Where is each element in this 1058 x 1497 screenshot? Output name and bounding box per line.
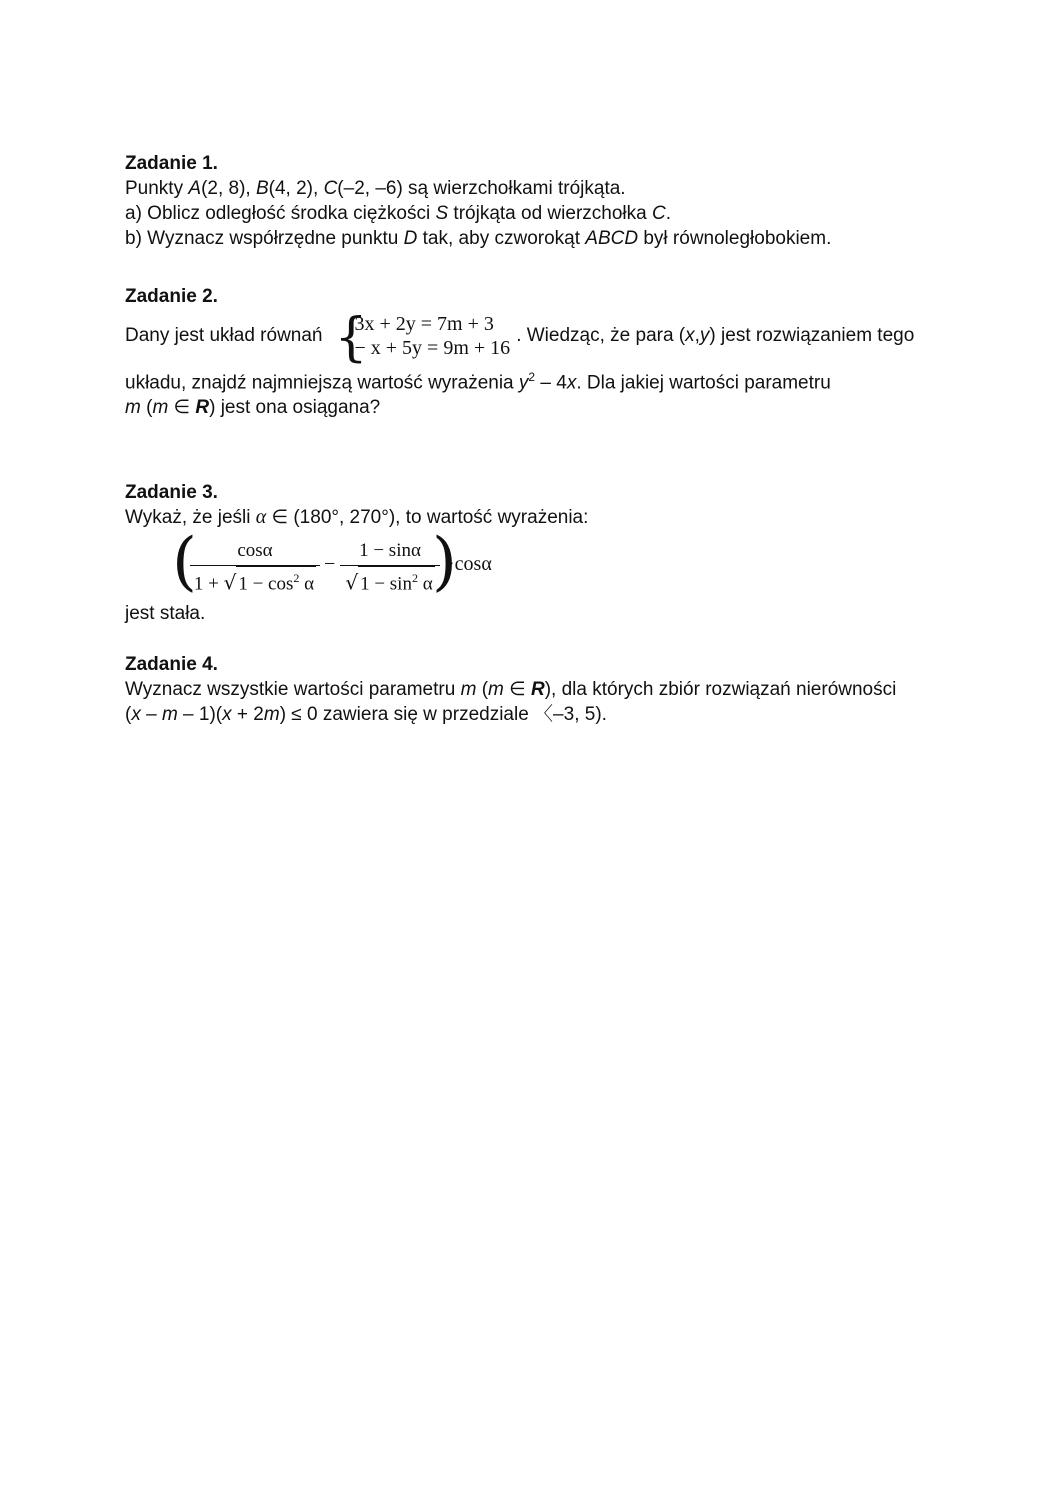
- task-4: [125, 652, 945, 727]
- task-4-line-2: (x – m – 1)(x + 2m) ≤ 0 zawiera się w przedziale 〈–3, 5).: [125, 704, 607, 725]
- brace-icon: {: [334, 308, 368, 368]
- task-1: [125, 151, 945, 251]
- right-paren: ): [432, 525, 457, 599]
- task-2-line-3: m (m ∈ R) jest ona osiągana?: [125, 397, 381, 419]
- task-3-line-1: Wykaż, że jeśli α ∈ (180°, 270°), to wartość wyrażenia:: [125, 506, 589, 528]
- task-2-system-line: Dany jest układ równań { 3x + 2y = 7m + 3 − x + 5y = 9m + 16 . Wiedząc, że para ( x , y ) jest rozwiązaniem tego: [125, 308, 915, 368]
- task-1-line-3: b) Wyznacz współrzędne punktu D tak, aby czworokąt ABCD był równoległobokiem.: [125, 228, 832, 249]
- task-3-title: Zadanie 3.: [125, 482, 218, 503]
- task-3-line-2: jest stała.: [125, 603, 206, 624]
- fraction-1: cosα 1 + √ $1 - \cos^2 \alpha$: [190, 537, 320, 594]
- task-2-line-2: układu, znajdź najmniejszą wartość wyrażenia $y^2 - 4x$. Dla jakiej wartości parametru: [125, 370, 831, 394]
- task-3: [125, 480, 945, 530]
- trig-expression: [172, 525, 512, 599]
- fraction-2: 1 − sinα √ $1 - \sin^2 \alpha$: [340, 537, 440, 594]
- minus-sign: −: [324, 553, 336, 575]
- task-2: [125, 284, 945, 420]
- cos-factor: ·cosα: [448, 553, 492, 575]
- equation-system: [334, 308, 511, 368]
- task-2-title: Zadanie 2.: [125, 286, 218, 307]
- task-2-intro: Dany jest układ równań: [125, 325, 323, 346]
- equation-1: 3x + 2y = 7m + 3: [354, 313, 494, 335]
- task-1-title: Zadanie 1.: [125, 153, 218, 174]
- equation-2: − x + 5y = 9m + 16: [354, 337, 511, 359]
- task-4-line-1: Wyznacz wszystkie wartości parametru m (m ∈ R), dla których zbiór rozwiązań nierówności: [125, 679, 897, 700]
- task-1-line-1: Punkty A(2, 8), B(4, 2), C(–2, –6) są wierzchołkami trójkąta.: [125, 178, 626, 199]
- left-paren: (: [172, 525, 197, 599]
- task-1-line-2: a) Oblicz odległość środka ciężkości S trójkąta od wierzchołka C.: [125, 203, 671, 224]
- task-4-title: Zadanie 4.: [125, 654, 218, 675]
